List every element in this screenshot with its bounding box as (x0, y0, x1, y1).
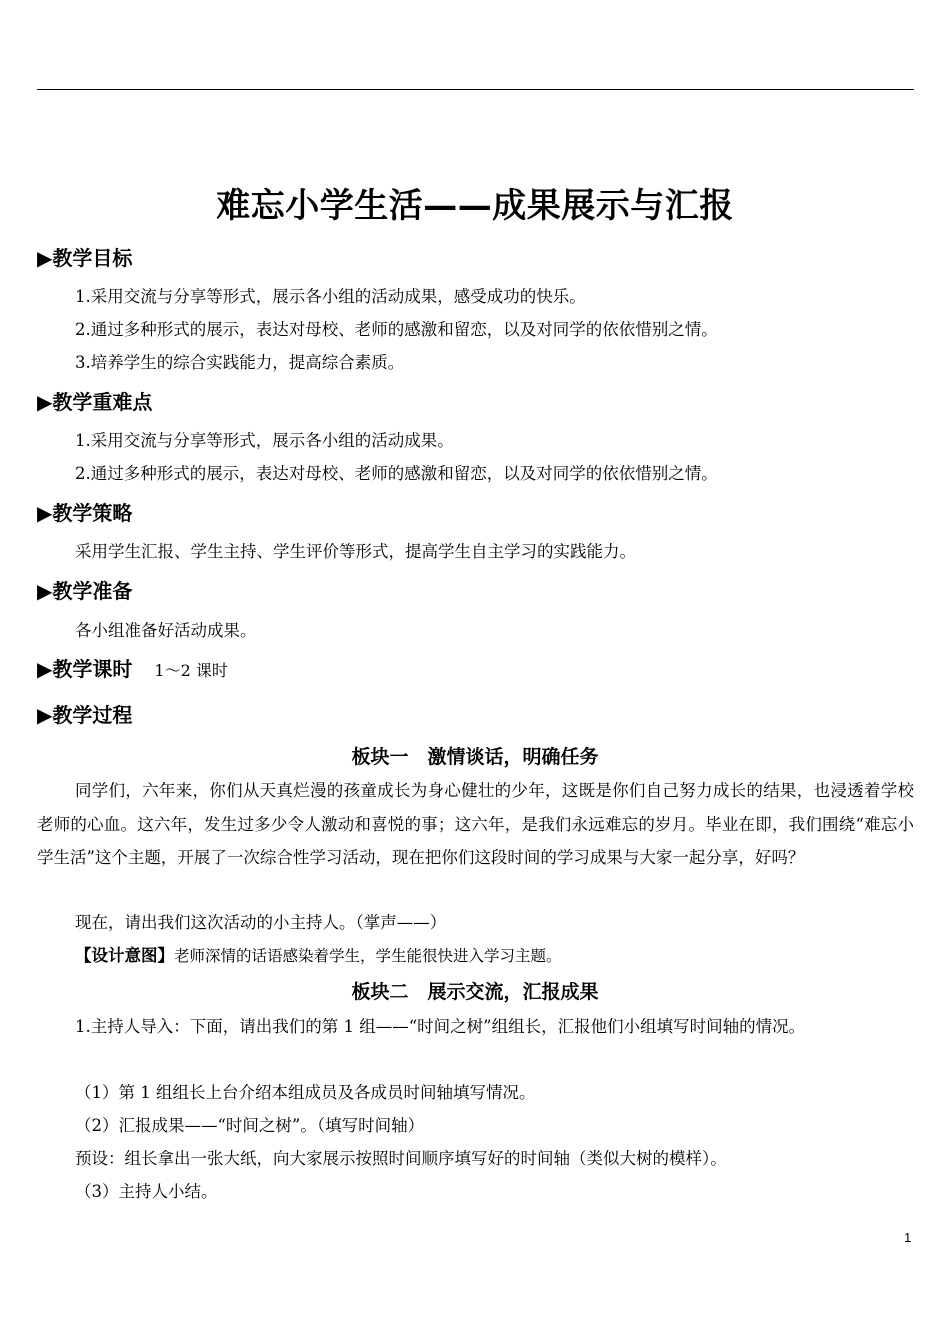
block1-paragraph: 同学们，六年来，你们从天真烂漫的孩童成长为身心健壮的少年，这既是你们自己努力成长的结果，也浸透着学校老师的心血。这六年，发生过多少令人激动和喜悦的事；这六年，是我们永远难忘的岁月。毕业在即，我们围绕“难忘小学生活”这个主题，开展了一次综合性学习活动，现在把你们这段时间的学习成果与大家一起分享，好吗？ (37, 781, 914, 868)
heading-preparation: ▶教学准备 (37, 579, 133, 603)
design-intent-text: 老师深情的话语感染着学生，学生能很快进入学习主题。 (174, 947, 562, 965)
heading-strategy: ▶教学策略 (37, 501, 133, 525)
header-rule (37, 89, 914, 90)
goal-item-2: 2.通过多种形式的展示，表达对母校、老师的感激和留恋，以及对同学的依依惜别之情。 (75, 320, 718, 339)
block1-line2: 现在，请出我们这次活动的小主持人。（掌声——） (75, 913, 447, 932)
block2-item-2: （2）汇报成果——“时间之树”。（填写时间轴） (75, 1116, 425, 1135)
block2-title: 板块二 展示交流，汇报成果 (351, 981, 599, 1003)
block2-paragraph: 1.主持人导入：下面，请出我们的第 1 组——“时间之树”组组长，汇报他们小组填写时间轴的情况。 (75, 1017, 806, 1036)
heading-process: ▶教学过程 (37, 703, 133, 727)
goal-item-1: 1.采用交流与分享等形式，展示各小组的活动成果，感受成功的快乐。 (75, 287, 586, 306)
block2-item-1: （1）第 1 组组长上台介绍本组成员及各成员时间轴填写情况。 (75, 1083, 536, 1102)
document-title: 难忘小学生活——成果展示与汇报 (216, 186, 734, 226)
hours-label: ▶教学课时 (37, 657, 133, 681)
goal-item-3: 3.培养学生的综合实践能力，提高综合素质。 (75, 353, 405, 372)
heading-hours (37, 653, 228, 682)
block2-item-3: 预设：组长拿出一张大纸，向大家展示按照时间顺序填写好的时间轴（类似大树的模样）。 (75, 1149, 727, 1168)
key-point-item-2: 2.通过多种形式的展示，表达对母校、老师的感激和留恋，以及对同学的依依惜别之情。 (75, 464, 718, 483)
heading-key-points: ▶教学重难点 (37, 390, 153, 414)
block2-item-4: （3）主持人小结。 (75, 1182, 218, 1201)
block1-title: 板块一 激情谈话，明确任务 (351, 746, 599, 768)
design-intent-label: 【设计意图】 (75, 946, 174, 965)
heading-goals: ▶教学目标 (37, 246, 133, 270)
page-number: 1 (904, 1230, 912, 1245)
strategy-text: 采用学生汇报、学生主持、学生评价等形式，提高学生自主学习的实践能力。 (75, 542, 636, 561)
key-point-item-1: 1.采用交流与分享等形式，展示各小组的活动成果。 (75, 431, 454, 450)
preparation-text: 各小组准备好活动成果。 (75, 621, 257, 640)
block1-design-note (37, 939, 950, 973)
hours-value: 1～2 课时 (154, 661, 228, 680)
